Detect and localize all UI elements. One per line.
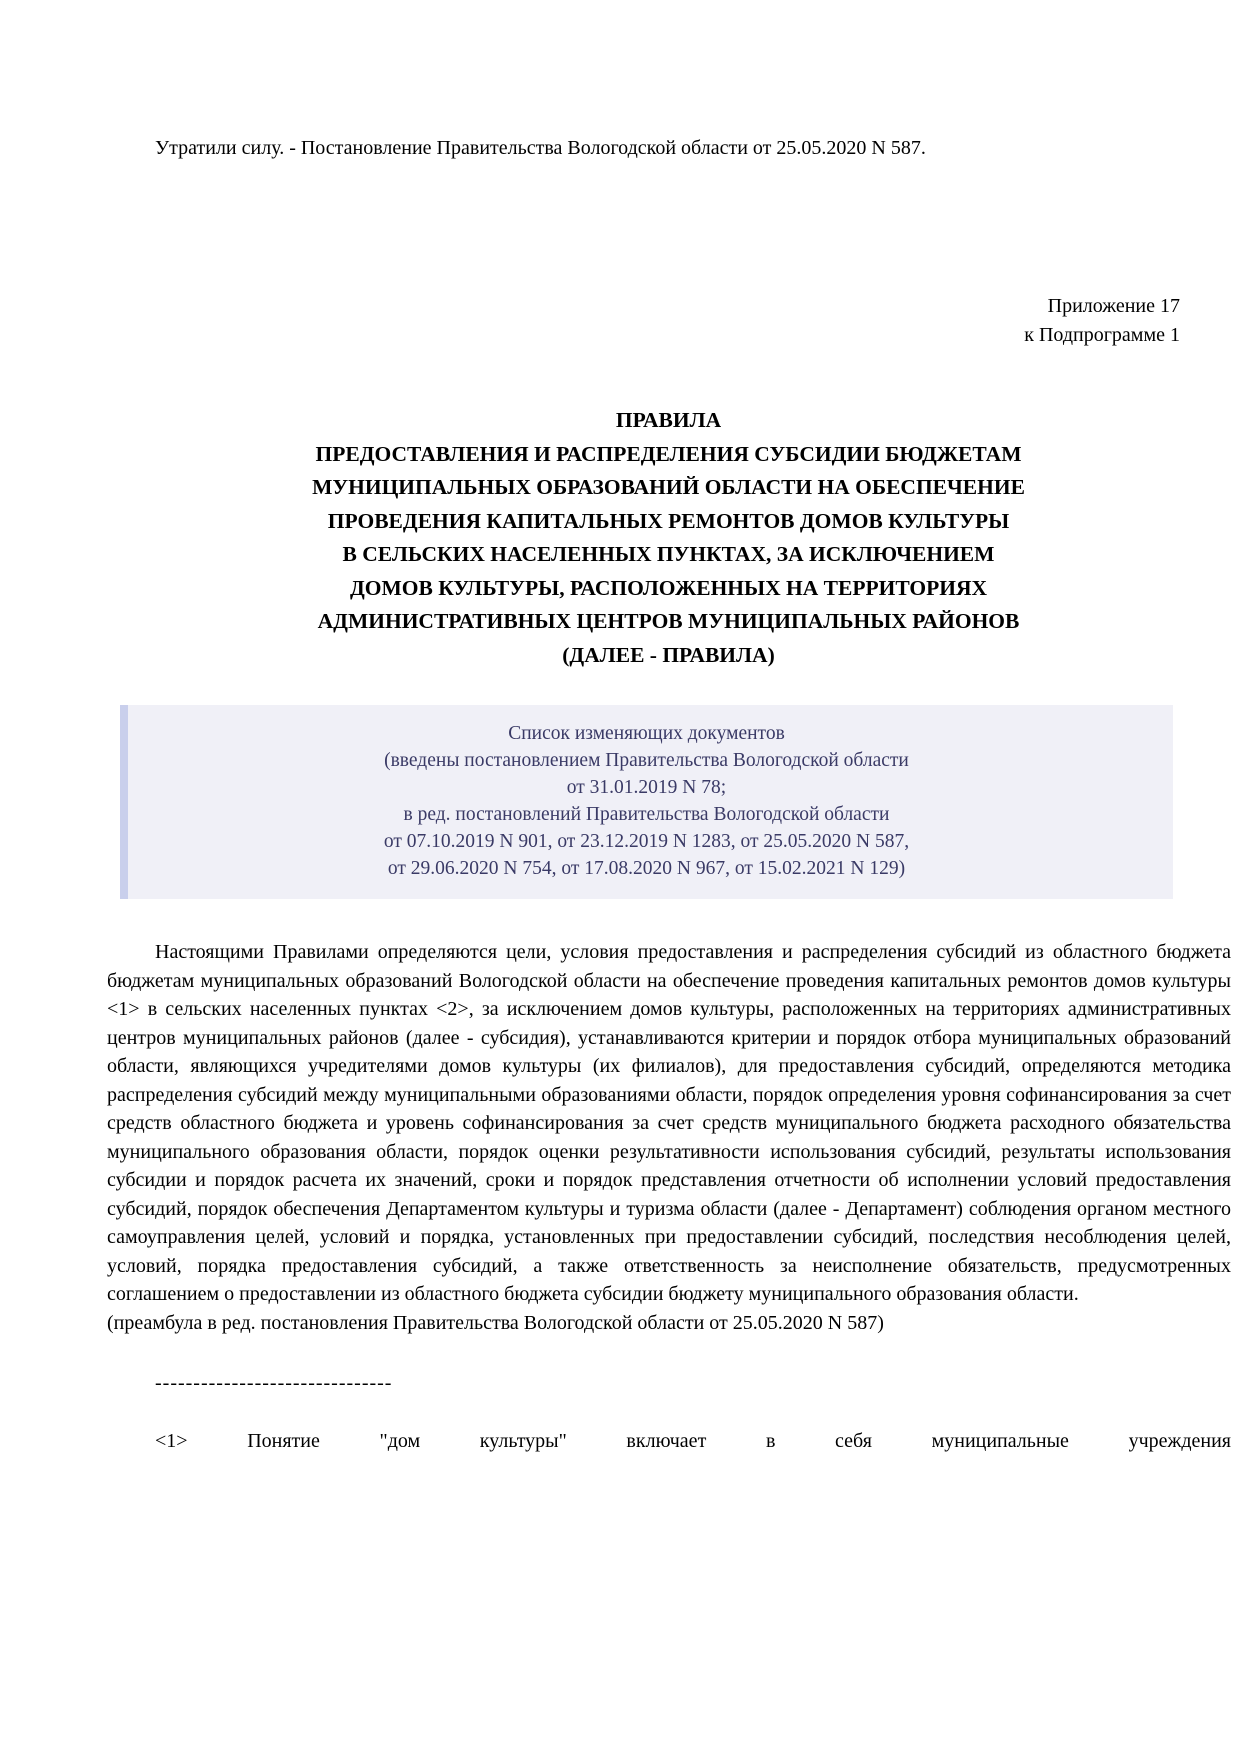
amendments-box-line-4: в ред. постановлений Правительства Вологодской области: [403, 804, 890, 825]
amendments-box-line-6: от 29.06.2020 N 754, от 17.08.2020 N 967, от 15.02.2021 N 129): [387, 858, 906, 879]
annex-line-1: Приложение 17: [1047, 295, 1180, 317]
document-body: [107, 938, 1231, 1455]
preamble-paragraph: Настоящими Правилами определяются цели, условия предоставления и распределения субсидий из областного бюджета бюджетам муниципальных образований Вологодской области на обеспечение проведения капитальных ремонтов домов культуры <1> в сельских населенных пунктах <2>, за исключением домов культуры, расположенных на территориях административных центров муниципальных районов (далее - субсидия), устанавливаются критерии и порядок отбора муниципальных образований области, являющихся учредителями домов культуры (их филиалов), для предоставления субсидий, определяются методика распределения субсидий между муниципальными образованиями области, порядок определения уровня софинансирования за счет средств областного бюджета и уровень софинансирования за счет средств муниципального бюджета расходного обязательства муниципального образования области, порядок оценки результативности использования субсидий, результаты использования субсидии и порядок расчета их значений, сроки и порядок представления отчетности об исполнении условий предоставления субсидий, порядок обеспечения Департаментом культуры и туризма области (далее - Департамент) соблюдения органом местного самоуправления целей, условий и порядка, установленных при предоставлении субсидий, последствия несоблюдения целей, условий, порядка предоставления субсидий, а также ответственность за неисполнение обязательств, предусмотренных соглашением о предоставлении из областного бюджета субсидии бюджету муниципального образования области.: [107, 941, 1231, 1305]
document-title-line-5: В СЕЛЬСКИХ НАСЕЛЕННЫХ ПУНКТАХ, ЗА ИСКЛЮЧЕНИЕМ: [342, 542, 995, 566]
annex-block: [107, 292, 1180, 350]
document-title-line-4: ПРОВЕДЕНИЯ КАПИТАЛЬНЫХ РЕМОНТОВ ДОМОВ КУЛЬТУРЫ: [327, 508, 1010, 533]
document-title-line-3: МУНИЦИПАЛЬНЫХ ОБРАЗОВАНИЙ ОБЛАСТИ НА ОБЕСПЕЧЕНИЕ: [312, 475, 1025, 499]
annex-line-2: к Подпрограмме 1: [1024, 324, 1180, 346]
amendments-box-line-5: от 07.10.2019 N 901, от 23.12.2019 N 1283, от 25.05.2020 N 587,: [383, 831, 910, 852]
document-title: [107, 404, 1230, 672]
document-title-line-2: ПРЕДОСТАВЛЕНИЯ И РАСПРЕДЕЛЕНИЯ СУБСИДИИ БЮДЖЕТАМ: [315, 441, 1022, 466]
footnote-separator: -------------------------------: [155, 1372, 393, 1394]
document-title-line-8: (ДАЛЕЕ - ПРАВИЛА): [562, 642, 775, 667]
footnote-1: <1> Понятие "дом культуры" включает в себя муниципальные учреждения: [155, 1429, 1231, 1452]
amendments-box: [120, 705, 1173, 899]
amendments-box-line-1: Список изменяющих документов: [508, 723, 785, 744]
document-title-line-1: ПРАВИЛА: [615, 408, 722, 432]
document-title-line-6: ДОМОВ КУЛЬТУРЫ, РАСПОЛОЖЕННЫХ НА ТЕРРИТОРИЯХ: [349, 575, 988, 600]
amendments-box-line-3: от 31.01.2019 N 78;: [566, 777, 727, 798]
amendments-box-line-2: (введены постановлением Правительства Вологодской области: [384, 750, 909, 771]
document-title-line-7: АДМИНИСТРАТИВНЫХ ЦЕНТРОВ МУНИЦИПАЛЬНЫХ РАЙОНОВ: [317, 609, 1020, 633]
preamble-revision-note: (преамбула в ред. постановления Правительства Вологодской области от 25.05.2020 N 587): [107, 1311, 884, 1334]
status-line: Утратили силу. - Постановление Правительства Вологодской области от 25.05.2020 N 587.: [155, 137, 926, 159]
